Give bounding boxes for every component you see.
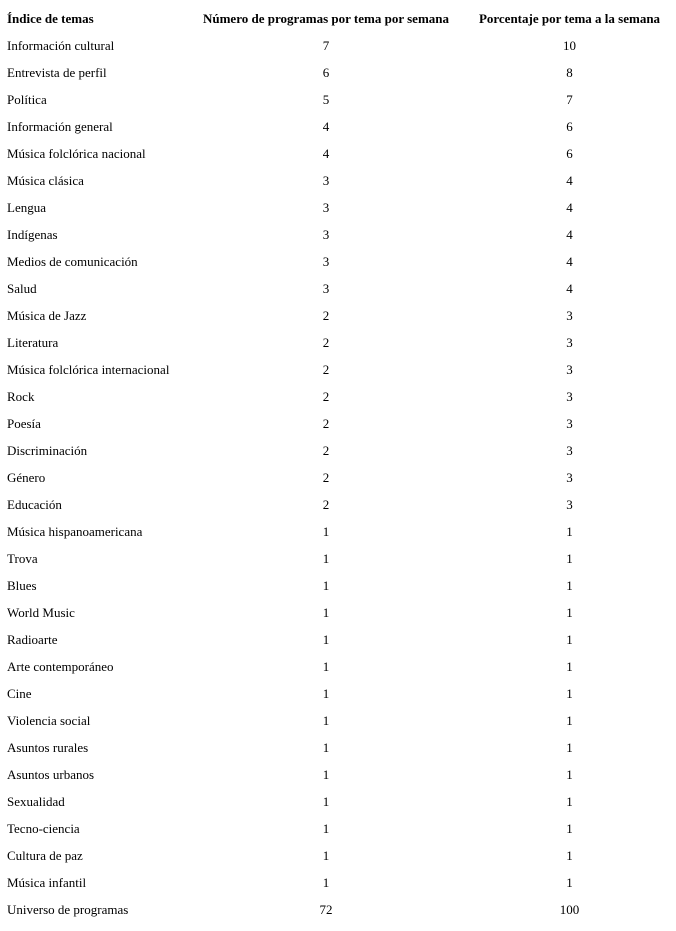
topic-cell: Cine: [7, 686, 32, 701]
header-count: Número de programas por tema por semana: [202, 11, 450, 26]
table-row: [7, 194, 674, 221]
count-cell: 2: [322, 335, 330, 350]
count-cell: 1: [322, 821, 330, 836]
topic-cell: Poesía: [7, 416, 41, 431]
table-row: [7, 221, 674, 248]
topic-cell: Literatura: [7, 335, 59, 350]
percent-cell: 1: [566, 605, 573, 620]
count-cell: 4: [322, 119, 330, 134]
table-row: [7, 437, 674, 464]
percent-cell: 3: [566, 362, 573, 377]
percent-cell: 1: [566, 524, 573, 539]
percent-cell: 1: [566, 794, 573, 809]
percent-cell: 10: [563, 38, 576, 53]
percent-cell: 1: [566, 713, 573, 728]
count-cell: 2: [322, 362, 330, 377]
table-row: [7, 842, 674, 869]
topic-cell: Música clásica: [7, 173, 84, 188]
count-cell: 3: [322, 281, 330, 296]
header-row: [7, 5, 674, 32]
topic-cell: Sexualidad: [7, 794, 65, 809]
table-row: [7, 86, 674, 113]
percent-cell: 1: [566, 875, 573, 890]
topic-cell: Música folclórica nacional: [7, 146, 146, 161]
count-cell: 1: [322, 632, 330, 647]
percent-cell: 6: [566, 146, 573, 161]
count-cell: 5: [322, 92, 330, 107]
count-cell: 1: [322, 605, 330, 620]
percent-cell: 3: [566, 308, 573, 323]
table-row: [7, 32, 674, 59]
count-cell: 1: [322, 767, 330, 782]
topic-cell: Educación: [7, 497, 62, 512]
percent-cell: 1: [566, 848, 573, 863]
topic-cell: Violencia social: [7, 713, 91, 728]
table-row: [7, 572, 674, 599]
count-cell: 1: [322, 551, 330, 566]
percent-cell: 1: [566, 551, 573, 566]
percent-cell: 1: [566, 740, 573, 755]
topic-cell: Lengua: [7, 200, 46, 215]
count-cell: 3: [322, 173, 330, 188]
table-row: [7, 383, 674, 410]
table-row: [7, 815, 674, 842]
topic-cell: Blues: [7, 578, 37, 593]
table-row: [7, 140, 674, 167]
count-cell: 3: [322, 200, 330, 215]
count-cell: 6: [322, 65, 330, 80]
percent-cell: 100: [559, 902, 580, 917]
topics-table: [7, 5, 674, 923]
count-cell: 1: [322, 659, 330, 674]
topic-cell: Tecno-ciencia: [7, 821, 80, 836]
table-row: [7, 275, 674, 302]
table-row: [7, 167, 674, 194]
topic-cell: Universo de programas: [7, 902, 129, 917]
topic-cell: Asuntos urbanos: [7, 767, 95, 782]
table-row: [7, 329, 674, 356]
topic-cell: Música hispanoamericana: [7, 524, 143, 539]
count-cell: 2: [322, 308, 330, 323]
topic-cell: Medios de comunicación: [7, 254, 138, 269]
topic-cell: Discriminación: [7, 443, 88, 458]
percent-cell: 3: [566, 443, 573, 458]
table-row: [7, 734, 674, 761]
topic-cell: Información general: [7, 119, 113, 134]
table-row: [7, 410, 674, 437]
percent-cell: 4: [566, 200, 573, 215]
count-cell: 1: [322, 686, 330, 701]
topic-cell: Indígenas: [7, 227, 58, 242]
count-cell: 2: [322, 497, 330, 512]
table-row: [7, 302, 674, 329]
table-row: [7, 464, 674, 491]
topic-cell: Música de Jazz: [7, 308, 87, 323]
percent-cell: 7: [566, 92, 573, 107]
topic-cell: Asuntos rurales: [7, 740, 89, 755]
total-row: [7, 896, 674, 923]
topic-cell: Rock: [7, 389, 35, 404]
topic-cell: Género: [7, 470, 46, 485]
percent-cell: 1: [566, 821, 573, 836]
percent-cell: 6: [566, 119, 573, 134]
percent-cell: 4: [566, 281, 573, 296]
header-percent: Porcentaje por tema a la semana: [478, 11, 661, 26]
table-row: [7, 707, 674, 734]
table-row: [7, 491, 674, 518]
table-row: [7, 680, 674, 707]
percent-cell: 3: [566, 416, 573, 431]
header-topic: Índice de temas: [7, 11, 94, 26]
count-cell: 1: [322, 794, 330, 809]
topic-cell: World Music: [7, 605, 75, 620]
count-cell: 2: [322, 416, 330, 431]
percent-cell: 4: [566, 173, 573, 188]
table-row: [7, 761, 674, 788]
table-row: [7, 113, 674, 140]
count-cell: 2: [322, 470, 330, 485]
percent-cell: 3: [566, 497, 573, 512]
topic-cell: Cultura de paz: [7, 848, 83, 863]
table-row: [7, 248, 674, 275]
table-row: [7, 653, 674, 680]
topic-cell: Entrevista de perfil: [7, 65, 107, 80]
percent-cell: 1: [566, 578, 573, 593]
topic-cell: Música folclórica internacional: [7, 362, 170, 377]
count-cell: 1: [322, 524, 330, 539]
percent-cell: 8: [566, 65, 573, 80]
count-cell: 72: [319, 902, 333, 917]
percent-cell: 4: [566, 254, 573, 269]
count-cell: 1: [322, 713, 330, 728]
count-cell: 1: [322, 848, 330, 863]
table-body: [7, 32, 674, 923]
topic-cell: Radioarte: [7, 632, 58, 647]
table-row: [7, 788, 674, 815]
percent-cell: 3: [566, 335, 573, 350]
topic-cell: Arte contemporáneo: [7, 659, 114, 674]
topic-cell: Música infantil: [7, 875, 87, 890]
count-cell: 4: [322, 146, 330, 161]
table-row: [7, 545, 674, 572]
percent-cell: 1: [566, 767, 573, 782]
percent-cell: 1: [566, 659, 573, 674]
topic-cell: Salud: [7, 281, 37, 296]
percent-cell: 3: [566, 470, 573, 485]
percent-cell: 4: [566, 227, 573, 242]
table-row: [7, 599, 674, 626]
table-row: [7, 626, 674, 653]
count-cell: 1: [322, 578, 330, 593]
topic-cell: Trova: [7, 551, 38, 566]
count-cell: 3: [322, 254, 330, 269]
count-cell: 1: [322, 875, 330, 890]
percent-cell: 3: [566, 389, 573, 404]
table-row: [7, 356, 674, 383]
count-cell: 2: [322, 389, 330, 404]
count-cell: 1: [322, 740, 330, 755]
topic-cell: Información cultural: [7, 38, 115, 53]
count-cell: 3: [322, 227, 330, 242]
count-cell: 7: [322, 38, 330, 53]
topic-cell: Política: [7, 92, 47, 107]
percent-cell: 1: [566, 632, 573, 647]
percent-cell: 1: [566, 686, 573, 701]
table-row: [7, 59, 674, 86]
table-row: [7, 518, 674, 545]
table-row: [7, 869, 674, 896]
count-cell: 2: [322, 443, 330, 458]
